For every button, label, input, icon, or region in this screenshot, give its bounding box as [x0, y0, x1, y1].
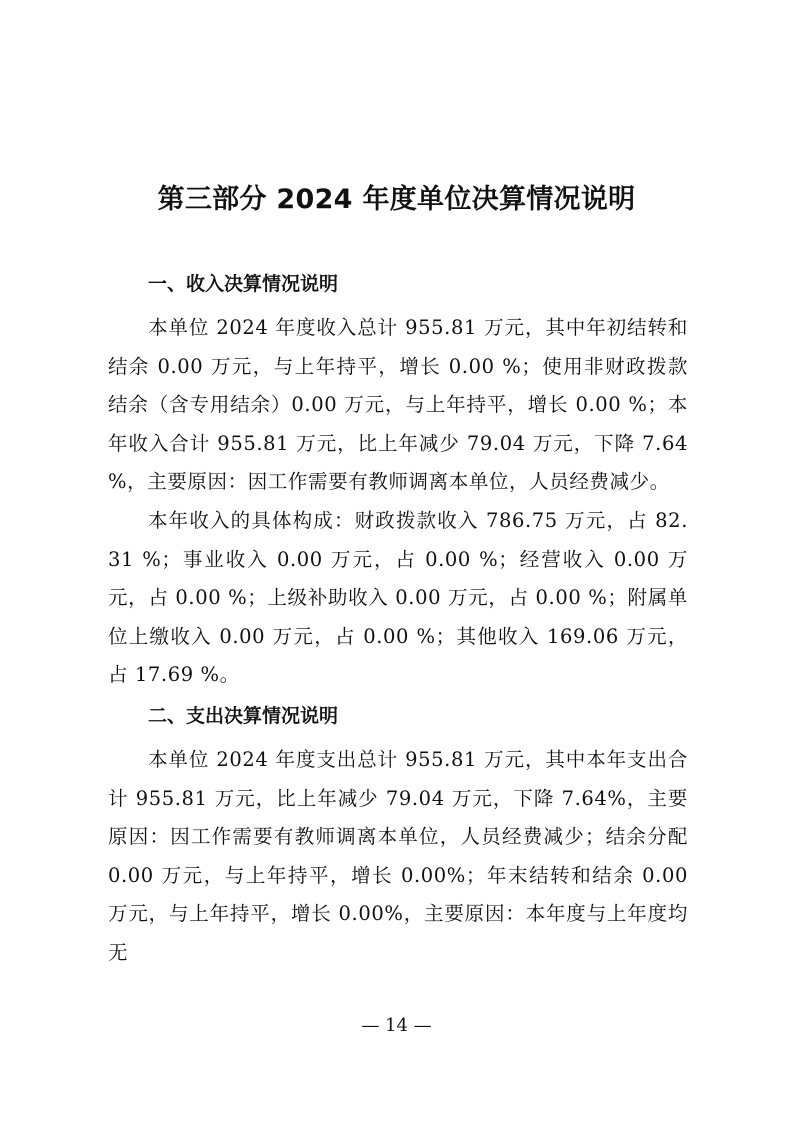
expenditure-summary-paragraph: 本单位 2024 年度支出总计 955.81 万元，其中本年支出合计 955.81 万元，比上年减少 79.04 万元，下降 7.64%，主要原因：因工作需要有教师调离本单位，人员经费减少；结余分配 0.00 万元，与上年持平，增长 0.00%；年末结转和结余 0.00 万元，与上年持平，增长 0.00%，主要原因：本年度与上年度均无	[108, 748, 688, 964]
income-composition-paragraph: 本年收入的具体构成：财政拨款收入 786.75 万元，占 82.31 %；事业收入 0.00 万元，占 0.00 %；经营收入 0.00 万元，占 0.00 %；上级补助收入 0.00 万元，占 0.00 %；附属单位上缴收入 0.00 万元，占 0.00 %；其他收入 169.06 万元，占 17.69 %。	[108, 509, 688, 686]
page-number: — 14 —	[361, 1015, 432, 1036]
page-title: 第三部分 2024 年度单位决算情况说明	[157, 184, 636, 215]
income-summary-paragraph: 本单位 2024 年度收入总计 955.81 万元，其中年初结转和结余 0.00 万元，与上年持平，增长 0.00 %；使用非财政拨款结余（含专用结余）0.00 万元，与上年持平，增长 0.00 %；本年收入合计 955.81 万元，比上年减少 79.04 万元，下降 7.64 %，主要原因：因工作需要有教师调离本单位，人员经费减少。	[108, 316, 688, 493]
section-heading-expenditure: 二、支出决算情况说明	[148, 705, 339, 727]
section-heading-income: 一、收入决算情况说明	[148, 273, 339, 295]
